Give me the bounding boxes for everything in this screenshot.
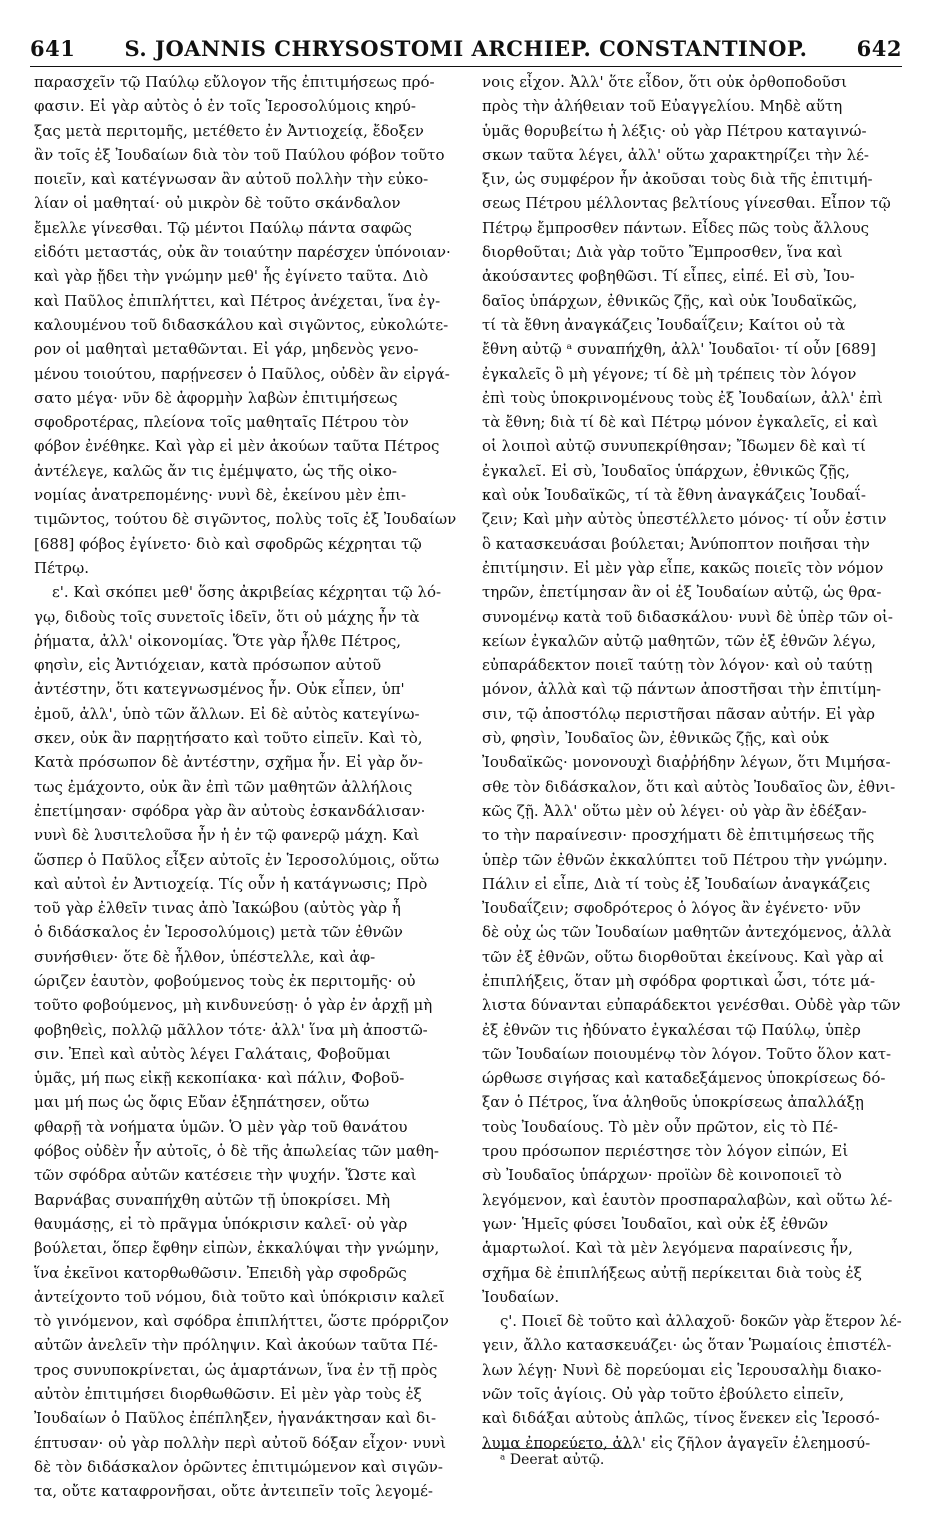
text-line: τὸ γινόμενον, καὶ σφόδρα ἐπιπλήττει, ὥστε πρόρριζον	[34, 1312, 449, 1331]
text-line: ἔθνη αὐτῷ ᵃ συναπήχθη, ἀλλ' Ἰουδαῖοι· τί οὖν [689]	[482, 340, 876, 359]
text-line: λων λέγῃ· Νυνὶ δὲ πορεύομαι εἰς Ἱερουσαλὴμ διακο-	[482, 1360, 882, 1379]
text-line: πρὸς τὴν ἀλήθειαν τοῦ Εὐαγγελίου. Μηδὲ αὕτη	[482, 97, 843, 116]
text-line: Ἰουδαϊκῶς· μονονουχὶ διαῤῥήδην λέγων, ὅτι Μιμήσα-	[482, 753, 891, 772]
text-line: ἐπιτίμησιν. Εἰ μὲν γὰρ εἶπε, κακῶς ποιεῖς τὸν νόμον	[482, 558, 884, 577]
text-line: καὶ Παῦλος ἐπιπλήττει, καὶ Πέτρος ἀνέχεται, ἵνα ἐγ-	[34, 291, 441, 310]
text-line: σθε τὸν διδάσκαλον, ὅτι καὶ αὐτὸς Ἰουδαῖος ὢν, ἐθνι-	[482, 777, 896, 796]
text-line: Βαρνάβας συναπήχθη αὐτῶν τῇ ὑποκρίσει. Μὴ	[34, 1190, 391, 1209]
text-line: φοβηθεὶς, πολλῷ μᾶλλον τότε· ἀλλ' ἵνα μὴ ἀποστῶ-	[34, 1020, 428, 1039]
text-line: ὑμᾶς, μή πως εἰκῇ κεκοπίακα· καὶ πάλιν, Φοβοῦ-	[34, 1069, 405, 1088]
text-line: ξαν ὁ Πέτρος, ἵνα ἀληθοῦς ὑποκρίσεως ἀπαλλάξῃ	[482, 1093, 864, 1112]
text-line: ἐγκαλεῖς ὃ μὴ γέγονε; τί δὲ μὴ τρέπεις τὸν λόγον	[482, 364, 857, 383]
text-line: σιν. Ἐπεὶ καὶ αὐτὸς λέγει Γαλάταις, Φοβοῦμαι	[34, 1044, 391, 1063]
text-line: καὶ αὐτοὶ ἐν Ἀντιοχείᾳ. Τίς οὖν ἡ κατάγνωσις; Πρὸ	[34, 874, 428, 893]
text-line: θαυμάσῃς, εἰ τὸ πρᾶγμα ὑπόκρισιν καλεῖ· οὐ γὰρ	[34, 1214, 408, 1233]
text-line: καὶ οὐκ Ἰουδαϊκῶς, τί τὰ ἔθνη ἀναγκάζεις Ἰουδαΐ-	[482, 486, 866, 505]
text-line: τα, οὔτε καταφρονῆσαι, οὔτε ἀντειπεῖν τοῖς λεγομέ-	[34, 1482, 433, 1501]
text-line: ἐπιπλήξεις, ὅταν μὴ σφόδρα φορτικαὶ ὦσι, τότε μά-	[482, 971, 876, 990]
text-line: ς'. Ποιεῖ δὲ τοῦτο καὶ ἀλλαχοῦ· δοκῶν γὰρ ἕτερον λέ-	[500, 1312, 902, 1331]
text-line: σκεν, οὐκ ἂν παρῃτήσατο καὶ τοῦτο εἰπεῖν. Καὶ τὸ,	[34, 729, 423, 748]
text-line: τηρῶν, ἐπετίμησαν ἂν οἱ ἐξ Ἰουδαίων αὐτῷ, ὡς θρα-	[482, 583, 882, 602]
text-line: τως ἐμάχοντο, οὐκ ἂν ἐπὶ τῶν μαθητῶν ἀλλήλοις	[34, 777, 413, 796]
text-line: μαι μή πως ὡς ὄφις Εὔαν ἐξηπάτησεν, οὕτω	[34, 1093, 370, 1112]
text-line: ζειν; Καὶ μὴν αὐτὸς ὑπεστέλλετο μόνος· τί οὖν ἐστιν	[482, 510, 887, 529]
text-line: Κατὰ πρόσωπον δὲ ἀντέστην, σχῆμα ἦν. Εἰ γὰρ ὄν-	[34, 753, 423, 772]
text-line: ὃ κατασκευάσαι βούλεται; Ἀνύποπτον ποιῆσαι τὴν	[482, 534, 870, 553]
text-line: παρασχεῖν τῷ Παύλῳ εὔλογον τῆς ἐπιτιμήσεως πρό-	[34, 73, 435, 91]
text-line: ξιν, ὡς συμφέρον ἦν ἀκοῦσαι τοὺς διὰ τῆς ἐπιτιμή-	[482, 170, 873, 189]
text-line: τί τὰ ἔθνη ἀναγκάζεις Ἰουδαΐζειν; Καίτοι οὐ τὰ	[482, 315, 846, 334]
text-line: σὺ, φησὶν, Ἰουδαῖος ὢν, ἐθνικῶς ζῇς, καὶ οὐκ	[482, 729, 829, 748]
right-column	[482, 70, 902, 1455]
text-line: εἰδότι μεταστάς, οὐκ ἂν τοιαύτην παρέσχεν ὑπόνοιαν·	[34, 243, 451, 262]
text-line: ἵνα ἐκεῖνοι κατορθωθῶσιν. Ἐπειδὴ γὰρ σφοδρῶς	[34, 1263, 407, 1282]
footnote-rule	[482, 1448, 632, 1449]
text-line: ώρθωσε σιγήσας καὶ καταδεξάμενος ὑποκρίσεως δό-	[482, 1069, 886, 1088]
text-line: βούλεται, ὅπερ ἔφθην εἰπὼν, ἐκκαλύψαι τὴν γνώμην,	[34, 1239, 440, 1258]
text-line: καὶ γὰρ ᾔδει τὴν γνώμην μεθ' ἧς ἐγίνετο ταῦτα. Διὸ	[34, 267, 429, 286]
page-number-left: 641	[30, 36, 76, 61]
text-line: τρος συνυποκρίνεται, ὡς ἁμαρτάνων, ἵνα ἐν τῇ πρὸς	[34, 1360, 438, 1379]
text-line: φασιν. Εἰ γὰρ αὐτὸς ὁ ἐν τοῖς Ἱεροσολύμοις κηρύ-	[34, 97, 416, 116]
running-title: S. JOANNIS CHRYSOSTOMI ARCHIEP. CONSTANTINOP.	[124, 36, 808, 61]
text-line: σεως Πέτρου μέλλοντας βελτίους γίνεσθαι. Εἶπον τῷ	[482, 194, 891, 213]
text-line: νομίας ἀνατρεπομένης· νυνὶ δὲ, ἐκείνου μὲν ἐπι-	[34, 486, 407, 505]
text-line: τῶν σφόδρα αὐτῶν κατέσειε τὴν ψυχήν. Ὥστε καὶ	[34, 1166, 417, 1185]
text-line: Πέτρῳ.	[34, 558, 89, 577]
text-line: νυνὶ δὲ λυσιτελοῦσα ἦν ἡ ἐν τῷ φανερῷ μάχη. Καὶ	[34, 826, 420, 845]
text-line: ἐπὶ τοὺς ὑποκρινομένους τοὺς ἐξ Ἰουδαίων, ἀλλ' ἐπὶ	[482, 388, 883, 407]
text-line: νῶν τοῖς ἁγίοις. Οὐ γὰρ τοῦτο ἐβούλετο εἰπεῖν,	[482, 1385, 845, 1404]
text-line: ώριζεν ἑαυτὸν, φοβούμενος τοὺς ἐκ περιτομῆς· οὐ	[34, 971, 416, 990]
text-line: γειν, ἄλλο κατασκευάζει· ὡς ὅταν Ῥωμαίοις ἐπιστέλ-	[482, 1336, 892, 1355]
text-line: ὑπὲρ τῶν ἐθνῶν ἐκκαλύπτει τοῦ Πέτρου τὴν γνώμην.	[482, 850, 888, 869]
text-line: ἀκούσαντες φοβηθῶσι. Τί εἶπες, εἰπέ. Εἰ σὺ, Ἰου-	[482, 267, 855, 286]
text-line: σατο μέγα· νῦν δὲ ἀφορμὴν λαβὼν ἐπιτιμήσεως	[34, 388, 398, 407]
left-column	[34, 70, 465, 1504]
text-line: ἐξ ἐθνῶν τις ἠδύνατο ἐγκαλέσαι τῷ Παύλῳ, ὑπὲρ	[482, 1020, 861, 1039]
text-line: συνομένῳ κατὰ τοῦ διδασκάλου· νυνὶ δὲ ὑπὲρ τῶν οἰ-	[482, 607, 893, 626]
text-line: σὺ Ἰουδαῖος ὑπάρχων· προϊὼν δὲ κοινοποιεῖ τὸ	[482, 1166, 842, 1185]
text-line: ἀντέλεγε, καλῶς ἄν τις ἐμέμψατο, ὡς τῆς οἰκο-	[34, 461, 397, 480]
text-line: μόνον, ἀλλὰ καὶ τῷ πάντων ἀποστῆσαι τὴν ἐπιτίμη-	[482, 680, 882, 699]
footnote: ᵃ Deerat αὐτῷ.	[500, 1452, 605, 1468]
text-line: αὐτῶν ἀνελεῖν τὴν πρόληψιν. Καὶ ἀκούων ταῦτα Πέ-	[34, 1336, 438, 1355]
text-line: σκων ταῦτα λέγει, ἀλλ' οὕτω χαρακτηρίζει τὴν λέ-	[482, 145, 869, 164]
text-line: [688] φόβος ἐγίνετο· διὸ καὶ σφοδρῶς κέχρηται τῷ	[34, 534, 422, 553]
text-line: ὁ διδάσκαλος ἐν Ἱεροσολύμοις) μετὰ τῶν ἐθνῶν	[34, 923, 403, 942]
text-line: γῳ, διδοὺς τοῖς συνετοῖς ἰδεῖν, ὅτι οὐ μάχης ἦν τὰ	[34, 607, 420, 626]
text-line: το τὴν παραίνεσιν· προσχήματι δὲ ἐπιτιμήσεως τῆς	[482, 826, 875, 845]
text-line: ἀντέστην, ὅτι κατεγνωσμένος ἦν. Οὐκ εἶπεν, ὑπ'	[34, 680, 405, 699]
text-line: Πάλιν εἰ εἶπε, Διὰ τί τοὺς ἐξ Ἰουδαίων ἀναγκάζεις	[482, 874, 871, 893]
text-line: ρον οἱ μαθηταὶ μεταθῶνται. Εἰ γάρ, μηδενὸς γενο-	[34, 340, 419, 359]
text-line: αὐτὸν ἐπιτιμήσει διορθωθῶσιν. Εἰ μὲν γὰρ τοὺς ἐξ	[34, 1385, 422, 1404]
text-line: ἀντείχοντο τοῦ νόμου, διὰ τοῦτο καὶ ὑπόκρισιν καλεῖ	[34, 1287, 445, 1306]
page-header	[30, 36, 902, 67]
text-line: Ἰουδαίων.	[482, 1287, 560, 1306]
text-line: ποιεῖν, καὶ κατέγνωσαν ἂν αὐτοῦ πολλὴν τὴν εὐκο-	[34, 170, 429, 189]
text-line: Ἰουδαΐζειν; σφοδρότερος ὁ λόγος ἂν ἐγένετο· νῦν	[482, 899, 861, 918]
text-line: διορθοῦται; Διὰ γὰρ τοῦτο Ἔμπροσθεν, ἵνα καὶ	[482, 243, 843, 262]
text-line: δὲ τὸν διδάσκαλον ὁρῶντες ἐπιτιμώμενον καὶ σιγῶν-	[34, 1457, 443, 1476]
text-line: φθαρῇ τὰ νοήματα ὑμῶν. Ὁ μὲν γὰρ τοῦ θανάτου	[34, 1117, 408, 1136]
text-line: συνήσθιεν· ὅτε δὲ ἦλθον, ὑπέστελλε, καὶ ἀφ-	[34, 947, 376, 966]
text-line: τὰ ἔθνη; διὰ τί δὲ καὶ Πέτρῳ μόνον ἐγκαλεῖς, εἰ καὶ	[482, 413, 879, 432]
text-line: ὥσπερ ὁ Παῦλος εἶξεν αὐτοῖς ἐν Ἱεροσολύμοις, οὕτω	[34, 850, 440, 869]
text-line: ε'. Καὶ σκόπει μεθ' ὅσης ἀκριβείας κέχρηται τῷ λό-	[52, 583, 442, 602]
text-line: ἔμελλε γίνεσθαι. Τῷ μέντοι Παύλῳ πάντα σαφῶς	[34, 218, 412, 237]
text-line: κῶς ζῇ. Ἀλλ' οὕτω μὲν οὐ λέγει· οὐ γὰρ ἂν ἐδέξαν-	[482, 801, 867, 820]
text-line: γων· Ἡμεῖς φύσει Ἰουδαῖοι, καὶ οὐκ ἐξ ἐθνῶν	[482, 1214, 829, 1233]
text-line: τοῦ γὰρ ἐλθεῖν τινας ἀπὸ Ἰακώβου (αὐτὸς γὰρ ἦ	[34, 899, 401, 918]
text-line: οἱ λοιποὶ αὐτῷ συνυπεκρίθησαν; Ἴδωμεν δὲ καὶ τί	[482, 437, 866, 456]
text-line: σφοδροτέρας, πλείονα τοῖς μαθηταῖς Πέτρου τὸν	[34, 413, 409, 432]
page-number-right: 642	[856, 36, 902, 61]
text-line: δὲ οὐχ ὡς τῶν Ἰουδαίων μαθητῶν ἀντεχόμενος, ἀλλὰ	[482, 923, 892, 942]
text-line: δαῖος ὑπάρχων, ἐθνικῶς ζῇς, καὶ οὐκ Ἰουδαϊκῶς,	[482, 291, 858, 310]
text-line: φόβος οὐδὲν ἦν αὐτοῖς, ὁ δὲ τῆς ἀπωλείας τῶν μαθη-	[34, 1142, 439, 1161]
text-line: λίαν οἱ μαθηταί· οὐ μικρὸν δὲ τοῦτο σκάνδαλον	[34, 194, 401, 213]
text-line: τοὺς Ἰουδαίους. Τὸ μὲν οὖν πρῶτον, εἰς τὸ Πέ-	[482, 1117, 838, 1136]
text-line: λυμα ἐπορεύετο, ἀλλ' εἰς ζῆλον ἀγαγεῖν ἐλεημοσύ-	[482, 1433, 871, 1452]
text-line: ἐπετίμησαν· σφόδρα γὰρ ἂν αὐτοὺς ἐσκανδάλισαν·	[34, 801, 426, 820]
text-line: κείων ἐγκαλῶν αὐτῷ μαθητῶν, τῶν ἐξ ἐθνῶν λέγω,	[482, 631, 876, 650]
text-line: τῶν Ἰουδαίων ποιουμένῳ τὸν λόγον. Τοῦτο ὅλον κατ-	[482, 1044, 892, 1063]
text-line: νοις εἶχον. Ἀλλ' ὅτε εἶδον, ὅτι οὐκ ὀρθοποδοῦσι	[482, 73, 847, 91]
text-line: Πέτρῳ ἔμπροσθεν πάντων. Εἶδες πῶς τοὺς ἄλλους	[482, 218, 870, 237]
text-line: ξας μετὰ περιτομῆς, μετέθετο ἐν Ἀντιοχείᾳ, ἔδοξεν	[34, 121, 424, 140]
text-line: έπτυσαν· οὐ γὰρ πολλὴν περὶ αὐτοῦ δόξαν εἶχον· νυνὶ	[34, 1433, 447, 1452]
text-line: ἐμοῦ, ἀλλ', ὑπὸ τῶν ἄλλων. Εἰ δὲ αὐτὸς κατεγίνω-	[34, 704, 420, 723]
text-line: ἐγκαλεῖ. Εἰ σὺ, Ἰουδαῖος ὑπάρχων, ἐθνικῶς ζῇς,	[482, 461, 850, 480]
text-line: καλουμένου τοῦ διδασκάλου καὶ σιγῶντος, εὐκολώτε-	[34, 315, 449, 334]
text-line: φησὶν, εἰς Ἀντιόχειαν, κατὰ πρόσωπον αὐτοῦ	[34, 656, 382, 675]
text-line: τιμῶντος, τούτου δὲ σιγῶντος, πολὺς τοῖς ἐξ Ἰουδαίων	[34, 510, 457, 529]
text-line: ἂν τοῖς ἐξ Ἰουδαίων διὰ τὸν τοῦ Παύλου φόβον τοῦτο	[34, 145, 445, 164]
text-line: τρου πρόσωπον περιέστησε τὸν λόγον εἰπών, Εἰ	[482, 1142, 849, 1161]
text-line: ὑμᾶς θορυβείτω ἡ λέξις· οὐ γὰρ Πέτρου καταγινώ-	[482, 121, 867, 140]
text-line: τοῦτο φοβούμενος, μὴ κινδυνεύσῃ· ὁ γὰρ ἐν ἀρχῇ μὴ	[34, 996, 433, 1015]
text-line: ἁμαρτωλοί. Καὶ τὰ μὲν λεγόμενα παραίνεσις ἦν,	[482, 1239, 853, 1258]
text-line: φόβον ἐνέθηκε. Καὶ γὰρ εἰ μὲν ἀκούων ταῦτα Πέτρος	[34, 437, 440, 456]
text-line: καὶ διδάξαι αὐτοὺς ἁπλῶς, τίνος ἕνεκεν εἰς Ἱεροσό-	[482, 1409, 880, 1428]
text-line: τῶν ἐξ ἐθνῶν, οὕτω διορθοῦται ἐκείνους. Καὶ γὰρ αἱ	[482, 947, 885, 966]
text-line: Ἰουδαίων ὁ Παῦλος ἐπέπληξεν, ἠγανάκτησαν καὶ δι-	[34, 1409, 437, 1428]
text-line: λιστα δύνανται εὐπαράδεκτοι γενέσθαι. Οὐδὲ γὰρ τῶν	[482, 996, 901, 1015]
text-line: σχῆμα δὲ ἐπιπλήξεως αὐτῇ περίκειται διὰ τοὺς ἐξ	[482, 1263, 862, 1282]
text-line: λεγόμενον, καὶ ἑαυτὸν προσπαραλαβὼν, καὶ οὕτω λέ-	[482, 1190, 893, 1209]
text-line: μένου τοιούτου, παρῄνεσεν ὁ Παῦλος, οὐδὲν ἂν εἰργά-	[34, 364, 450, 383]
text-line: σιν, τῷ ἀποστόλῳ περιστῆσαι πᾶσαν αὐτήν. Εἰ γὰρ	[482, 704, 875, 723]
text-line: εὐπαράδεκτον ποιεῖ ταύτῃ τὸν λόγον· καὶ οὐ ταύτῃ	[482, 656, 873, 675]
text-line: ῥήματα, ἀλλ' οἰκονομίας. Ὅτε γὰρ ἦλθε Πέτρος,	[34, 631, 402, 650]
